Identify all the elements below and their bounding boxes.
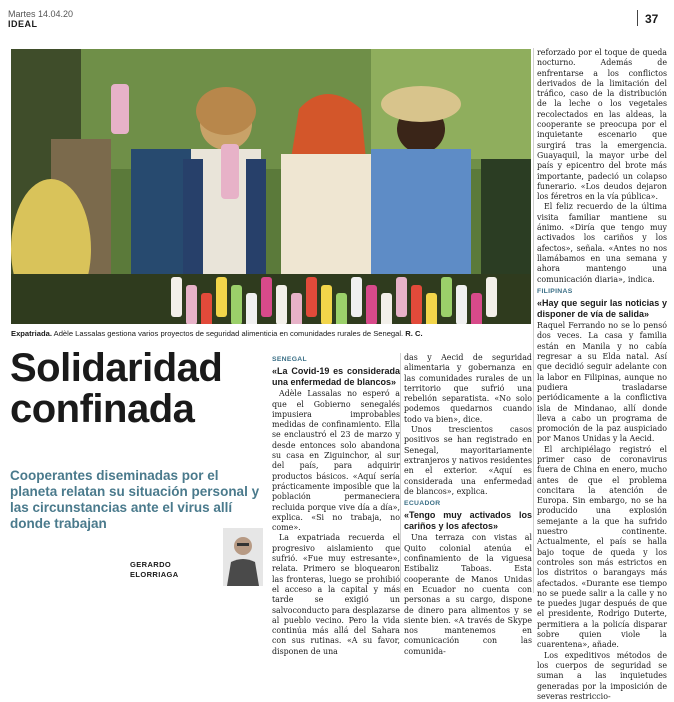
bottle xyxy=(441,277,452,317)
section-heading: «Hay que seguir las noticias y disponer de vía de salida» xyxy=(537,298,667,319)
bottle xyxy=(486,277,497,317)
bottle xyxy=(231,285,242,324)
section-label: FILIPINAS xyxy=(537,287,573,295)
bottle xyxy=(351,277,362,317)
paragraph: Una terraza con vistas al Quito colonial atenúa el confinamiento de la viguesa Estibaliz Taboas. Esta cooperante de Manos Unidas en Ecuador no cuenta con personas a su cargo, dispone de dinero para alimentos y se siente bien. «A través de Skype nos mantenemos en comunicación con las comunida- xyxy=(404,533,532,656)
bottle xyxy=(426,293,437,324)
paragraph: Raquel Ferrando no se lo pensó dos veces. La casa y familia están en Manila y no cabía regresar a su Elda natal. Así que decidió seguir adelante con la labor en Filipinas, aunque no pudiera trasladarse periódicamente a la conflictiva isla de Mindanao, allí donde lleva a cabo un programa de promoción de la paz auspiciado por Manos Unidas y la Aecid. xyxy=(537,321,667,444)
header-divider xyxy=(637,10,638,26)
bottle xyxy=(336,293,347,324)
page-number: 37 xyxy=(645,12,659,26)
bottle xyxy=(471,293,482,324)
bottle xyxy=(216,277,227,317)
bottle xyxy=(186,285,197,324)
caption-label: Expatriada. xyxy=(11,329,52,338)
bottle xyxy=(321,285,332,324)
section-heading: «La Covid-19 es considerada una enfermedad de blancos» xyxy=(272,366,400,387)
paragraph: El feliz recuerdo de la última visita familiar mantiene su ánimo. «Diría que tengo muy activados los cariños y los afectos», señala. «Antes no nos llamábamos en una semana y ahora mantengo una comunicación diaria», indica. xyxy=(537,202,667,284)
paragraph: El archipiélago registró el primer caso de coronavirus fuera de China en enero, mucho antes de que el problema concitara la atención de Europa. Sin embargo, no se ha producido una explosión semejante a la que ha sufrido nuestro continente. Actualmente, el país se halla bajo toque de queda y los controles son más estrictos en los distritos o barangays más afectados. «Durante ese tiempo no se puede salir a la calle y no te puedes jugar después de que el presidente, Rodrigo Duterte, permitiera a la policía disparar sobre quien viole la cuarentena», añade. xyxy=(537,444,667,650)
column-senegal-ecuador xyxy=(404,353,532,657)
bottle xyxy=(201,293,212,324)
section-heading: «Tengo muy activados los cariños y los afectos» xyxy=(404,510,532,531)
paragraph: Los expeditivos métodos de los cuerpos de seguridad se suman a las inquietudes generadas por la imposición de severas restriccio- xyxy=(537,650,667,701)
paragraph: La expatriada recuerda el progresivo aislamiento que sufrió. «Fue muy estresante», relata. Primero se bloquearon las fronteras, luego se prohibió el acceso a la capital y más tarde se exigió un salvoconducto para desplazarse al pueblo vecino. Pero la vida continúa más allá del Sahara con sus rutinas. «A su favor, disponen de una xyxy=(272,533,400,656)
paragraph: das y Aecid de seguridad alimentaria y gobernanza en las comunidades rurales de un territorio que sufrió una rebelión separatista. «No solo podemos quedarnos cuando todo va bien», dice. xyxy=(404,353,532,424)
photo-caption xyxy=(11,329,531,339)
article-subtitle: Cooperantes diseminadas por el planeta relatan su situación personal y las circunstancias ante el virus allí donde trabajan xyxy=(10,468,260,531)
bottle xyxy=(381,293,392,324)
bottle xyxy=(246,293,257,324)
bottle xyxy=(456,285,467,324)
column-ecuador-filipinas xyxy=(537,48,667,702)
article-photo xyxy=(11,49,531,324)
section-label: SENEGAL xyxy=(272,356,307,363)
paragraph: Adèle Lassalas no esperó a que el Gobierno senegalés impusiera improbables medidas de confinamiento. Ella se enclaustró el 23 de marzo y desde entonces solo abandona su casa en Ziguinchor, al sur del país, para adquirir productos básicos. «Aquí sería prácticamente imposible que la población permaneciera recluida porque vive día a día», explica. «Si no trabaja, no come». xyxy=(272,389,400,533)
issue-date: Martes 14.04.20 xyxy=(8,9,74,19)
paragraph: reforzado por el toque de queda nocturno. Además de enfrentarse a los conflictos derivados de la limitación del tráfico, caso de la distribución de la leche o los vegetales recolectados en las aldeas, la cooperante se preocupa por el inquietante escenario que surgirá tras la emergencia. Guayaquil, la mayor urbe del país y epicentro del brote más importante, padeció un colapso funerario. «Los deudos dejaron los féretros en la vía pública». xyxy=(537,48,667,202)
article-author xyxy=(130,560,179,580)
bottle xyxy=(396,277,407,317)
newspaper-brand: IDEAL xyxy=(8,19,38,29)
photo-credit: R. C. xyxy=(403,329,423,338)
bottle xyxy=(276,285,287,324)
bottle xyxy=(291,293,302,324)
caption-text: Adèle Lassalas gestiona varios proyectos de seguridad alimenticia en comunidades rurales de Senegal. xyxy=(51,329,404,338)
column-separator xyxy=(533,48,534,593)
author-portrait xyxy=(223,528,263,586)
bottle xyxy=(306,277,317,317)
bottle xyxy=(411,285,422,324)
author-photo xyxy=(223,528,263,586)
column-senegal xyxy=(272,353,400,657)
bottle xyxy=(171,277,182,317)
section-label: ECUADOR xyxy=(404,500,441,508)
paragraph: Unos trescientos casos positivos se han registrado en Senegal, mayoritariamente extranjeros y nativos residentes en el exterior. «Aquí es considerada una enfermedad de blancos», explica. xyxy=(404,425,532,496)
bottles-graphic xyxy=(11,49,531,324)
author-last-name: ELORRIAGA xyxy=(130,570,179,579)
bottle xyxy=(261,277,272,317)
column-separator xyxy=(400,353,401,593)
author-first-name: GERARDO xyxy=(130,560,172,569)
article-title: Solidaridad confinada xyxy=(10,346,223,431)
bottle xyxy=(366,285,377,324)
